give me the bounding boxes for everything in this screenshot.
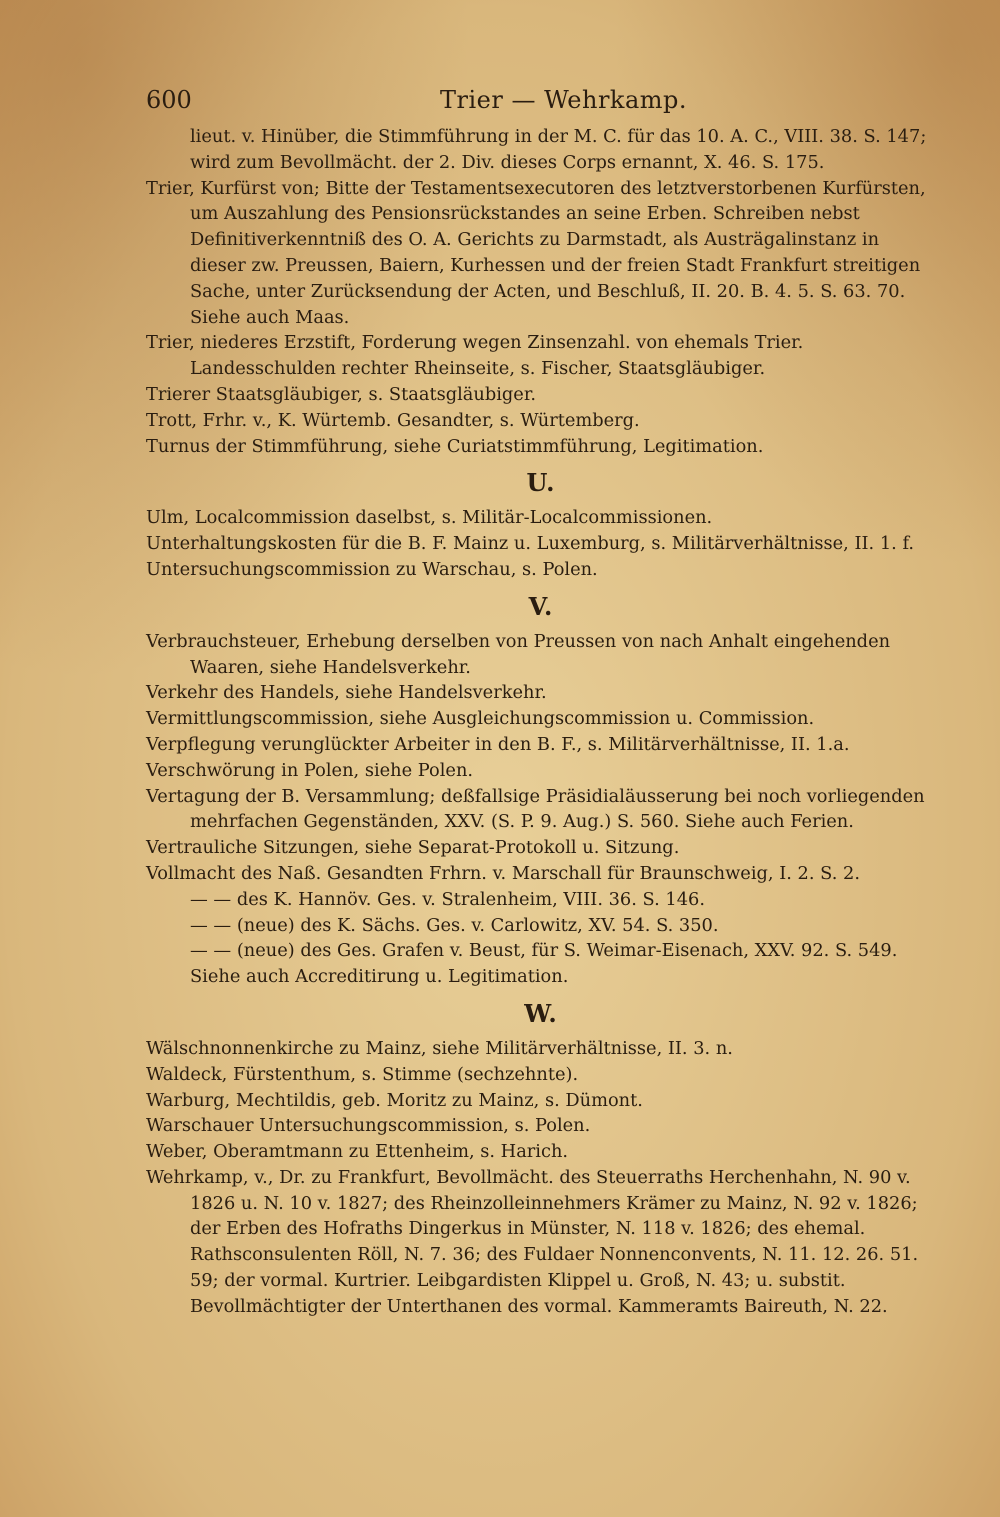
index-entry: Trier, niederes Erzstift, Forderung wegen Zinsenzahl. von ehemals Trier. Landesschulden rechter Rheinseite, s. Fischer, Staatsgläubiger. [146, 332, 804, 380]
index-entry: Unterhaltungskosten für die B. F. Mainz u. Luxemburg, s. Militärverhältnisse, II. 1. f. [146, 533, 915, 555]
index-subentry: — — (neue) des Ges. Grafen v. Beust, für S. Weimar-Eisenach, XXV. 92. S. 549. Siehe auch Accreditirung u. Legitimation. [190, 940, 898, 988]
page-number: 600 [146, 86, 192, 114]
index-entry: Wälschnonnenkirche zu Mainz, siehe Militärverhältnisse, II. 3. n. [146, 1037, 733, 1059]
index-entry: Waldeck, Fürstenthum, s. Stimme (sechzehnte). [146, 1063, 579, 1085]
running-title: Trier — Wehrkamp. [440, 86, 688, 114]
index-entry: Verbrauchsteuer, Erhebung derselben von Preussen von nach Anhalt eingehenden Waaren, siehe Handelsverkehr. [146, 630, 891, 678]
index-entry: Trier, Kurfürst von; Bitte der Testamentsexecutoren des letztverstorbenen Kurfürsten, um Auszahlung des Pensionsrückstandes an seine Erben. Schreiben nebst Definitiverkenntniß des O. A. Gerichts zu Darmstadt, als Austrägalinstanz in dieser zw. Preussen, Baiern, Kurhessen und der freien Stadt Frankfurt streitigen Sache, unter Zurücksendung der Acten, und Beschluß, II. 20. B. 4. 5. S. 63. 70. Siehe auch Maas. [146, 177, 926, 328]
index-entry: Turnus der Stimmführung, siehe Curiatstimmführung, Legitimation. [146, 435, 764, 457]
index-entry: Warburg, Mechtildis, geb. Moritz zu Mainz, s. Dümont. [146, 1089, 643, 1111]
section-letter-w: W. [524, 998, 558, 1028]
index-entry: Vollmacht des Naß. Gesandten Frhrn. v. Marschall für Braunschweig, I. 2. S. 2. [146, 862, 860, 884]
index-entry: Vertagung der B. Versammlung; deßfallsige Präsidialäusserung bei noch vorliegenden mehrfachen Gegenständen, XXV. (S. P. 9. Aug.) S. 560. Siehe auch Ferien. [146, 785, 925, 833]
index-entry: Warschauer Untersuchungscommission, s. Polen. [146, 1115, 591, 1137]
index-entry: Vertrauliche Sitzungen, siehe Separat-Protokoll u. Sitzung. [146, 837, 680, 859]
section-letter-v: V. [528, 591, 554, 621]
index-entry: Wehrkamp, v., Dr. zu Frankfurt, Bevollmächt. des Steuerraths Herchenhahn, N. 90 v. 1826 u. N. 10 v. 1827; des Rheinzolleinnehmers Krämer zu Mainz, N. 92 v. 1826; der Erben des Hofraths Dingerkus in Münster, N. 118 v. 1826; des ehemal. Rathsconsulenten Röll, N. 7. 36; des Fuldaer Nonnenconvents, N. 11. 12. 26. 51. 59; der vormal. Kurtrier. Leibgardisten Klippel u. Groß, N. 43; u. substit. Bevollmächtigter der Unterthanen des vormal. Kammeramts Baireuth, N. 22. [146, 1166, 919, 1317]
index-subentry: — — des K. Hannöv. Ges. v. Stralenheim, VIII. 36. S. 146. [190, 888, 705, 910]
index-entry: Verkehr des Handels, siehe Handelsverkehr. [146, 682, 547, 704]
index-entry: Ulm, Localcommission daselbst, s. Militär-Localcommissionen. [146, 507, 713, 529]
index-entry-continuation: lieut. v. Hinüber, die Stimmführung in der M. C. für das 10. A. C., VIII. 38. S. 147; wird zum Bevollmächt. der 2. Div. dieses Corps ernannt, X. 46. S. 175. [190, 126, 927, 173]
page-header [140, 82, 940, 118]
index-entry: Untersuchungscommission zu Warschau, s. Polen. [146, 558, 598, 580]
index-entry: Weber, Oberamtmann zu Ettenheim, s. Harich. [146, 1141, 569, 1163]
index-entry: Trierer Staatsgläubiger, s. Staatsgläubiger. [146, 383, 537, 405]
index-content [146, 124, 936, 1320]
index-entry: Vermittlungscommission, siehe Ausgleichungscommission u. Commission. [146, 708, 815, 730]
index-entry: Verschwörung in Polen, siehe Polen. [146, 759, 474, 781]
index-subentry: — — (neue) des K. Sächs. Ges. v. Carlowitz, XV. 54. S. 350. [190, 914, 719, 936]
index-entry: Trott, Frhr. v., K. Würtemb. Gesandter, s. Würtemberg. [146, 409, 640, 431]
index-entry: Verpflegung verunglückter Arbeiter in den B. F., s. Militärverhältnisse, II. 1.a. [146, 733, 850, 755]
section-letter-u: U. [526, 468, 556, 498]
